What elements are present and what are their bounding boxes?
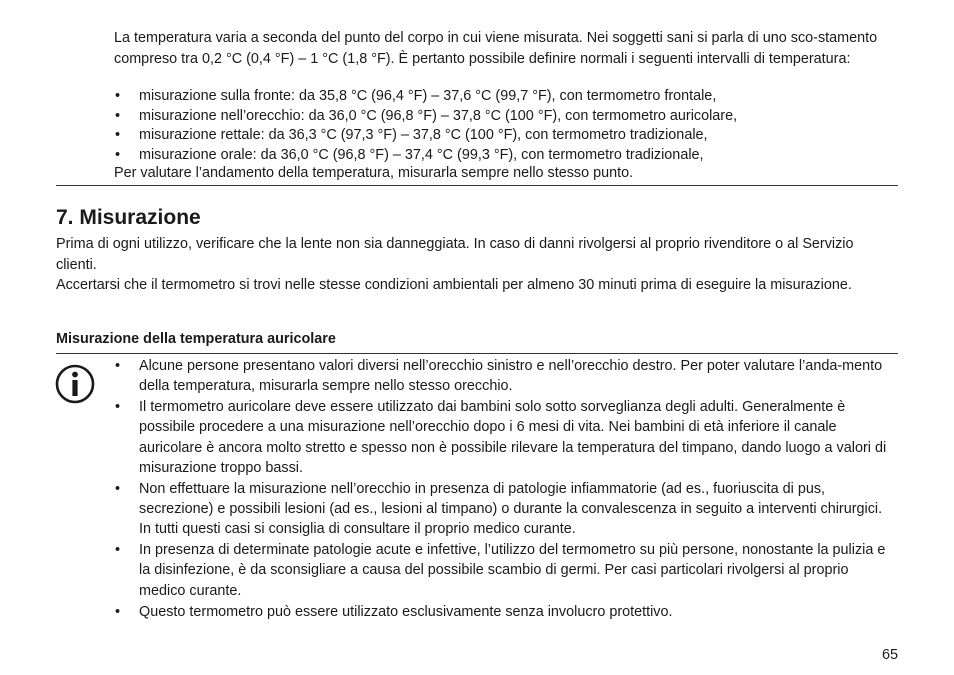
divider [56,185,898,186]
list-item: • Questo termometro può essere utilizzato esclusivamente senza involucro protettivo. [114,602,894,622]
preparation-paragraph: Prima di ogni utilizzo, verificare che la lente non sia danneggiata. In caso di danni rivolgersi al proprio rivenditore o al Servizio clienti. [56,236,854,273]
list-item: • misurazione nell’orecchio: da 36,0 °C (96,8 °F) – 37,8 °C (100 °F), con termometro auricolare, [114,107,894,127]
list-item: • Il termometro auricolare deve essere utilizzato dai bambini solo sotto sorveglianza degli adulti. Generalmente è possibile procedere a una misurazione nell’orecchio dopo i 6 mesi di vita. Nei bambini di età inferiore il canale auricolare è ancora molto stretto e spesso non è possibile rilevare la temperatura del timpano, dando luogo a valori di misurazione troppo bassi. [114,397,894,478]
closing-sentence: Per valutare l’andamento della temperatura, misurarla sempre nello stesso punto. [114,165,634,181]
notes-list [114,356,894,622]
list-item: • Non effettuare la misurazione nell’orecchio in presenza di patologie infiammatorie (ad es., fuoriuscita di pus, secrezione) e possibili lesioni (ad es., lesioni al timpano) o durante la convalescenza in seguito a interventi chirurgici. In tutti questi casi si consiglia di consultare il proprio medico curante. [114,479,894,540]
intro-paragraph: La temperatura varia a seconda del punto del corpo in cui viene misurata. Nei soggetti sani si parla di uno sco-stamento compreso tra 0,2 °C (0,4 °F) – 1 °C (1,8 °F). È pertanto possibile definire normali i seguenti intervalli di temperatura: [114,30,878,67]
page-number: 65 [881,647,898,663]
list-item: • misurazione rettale: da 36,3 °C (97,3 °F) – 37,8 °C (100 °F), con termometro tradizionale, [114,126,894,146]
info-icon [55,364,95,404]
list-item: • misurazione sulla fronte: da 35,8 °C (96,4 °F) – 37,6 °C (99,7 °F), con termometro frontale, [114,87,894,107]
section-title: 7. Misurazione [56,206,201,229]
preparation-text [56,234,856,296]
list-item: • In presenza di determinate patologie acute e infettive, l’utilizzo del termometro su più persone, nonostante la pulizia e la disinfezione, è da sconsigliare a causa del possibile scambio di germi. Per casi particolari rivolgersi al proprio medico curante. [114,540,894,601]
divider [56,353,898,354]
subsection-heading: Misurazione della temperatura auricolare [56,331,336,347]
list-item: • misurazione orale: da 36,0 °C (96,8 °F) – 37,4 °C (99,3 °F), con termometro tradizionale, [114,146,894,166]
list-item: • Alcune persone presentano valori diversi nell’orecchio sinistro e nell’orecchio destro. Per poter valutare l’anda-mento della temperatura, misurarla sempre nello stesso orecchio. [114,356,894,397]
preparation-paragraph: Accertarsi che il termometro si trovi nelle stesse condizioni ambientali per almeno 30 minuti prima di eseguire la misurazione. [56,277,852,293]
temperature-range-list [114,87,894,165]
